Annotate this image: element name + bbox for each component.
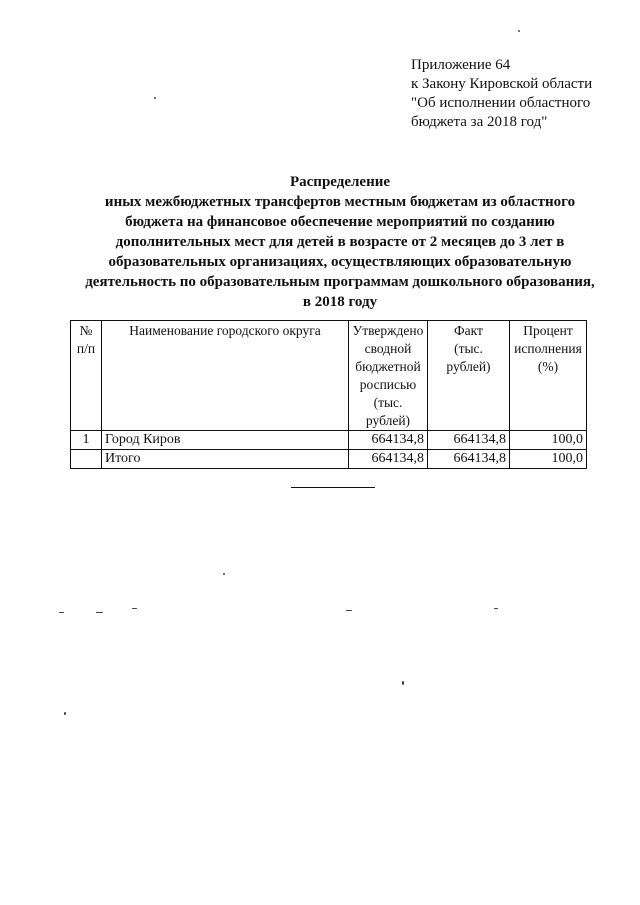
cell-name: Город Киров (102, 431, 349, 450)
header-text: исполнения (514, 341, 582, 356)
cell-fact: 664134,8 (428, 431, 510, 450)
table-header-row (71, 321, 587, 431)
header-text: (тыс. рублей) (365, 395, 411, 428)
table-row (71, 431, 587, 450)
scan-speck (132, 608, 137, 609)
scan-speck (96, 612, 103, 613)
header-approved (349, 321, 428, 431)
appendix-line: к Закону Кировской области (411, 76, 593, 92)
cell-percent: 100,0 (510, 450, 587, 469)
title-line: иных межбюджетных трансфертов местным бюджетам из областного (104, 194, 576, 210)
header-text: Утверждено (352, 323, 424, 338)
header-text: Наименование городского округа (129, 323, 321, 338)
header-text: сводной (364, 341, 412, 356)
header-text: Процент (523, 323, 573, 338)
title-line: дополнительных мест для детей в возрасте от 2 месяцев до 3 лет в (115, 234, 565, 250)
header-fact (428, 321, 510, 431)
title-line: образовательных организациях, осуществляющих образовательную (108, 254, 572, 270)
appendix-line: бюджета за 2018 год" (411, 114, 548, 130)
appendix-line: Приложение 64 (411, 57, 511, 73)
scan-speck (346, 610, 352, 611)
title-line: бюджета на финансовое обеспечение мероприятий по созданию (125, 214, 555, 230)
appendix-block (411, 56, 631, 132)
cell-fact: 664134,8 (428, 450, 510, 469)
cell-num (71, 450, 102, 469)
scan-speck (64, 712, 66, 715)
scan-speck (494, 608, 498, 609)
cell-approved: 664134,8 (349, 431, 428, 450)
header-num (71, 321, 102, 431)
header-percent (510, 321, 587, 431)
table-row-total (71, 450, 587, 469)
header-text: п/п (76, 341, 96, 356)
scan-speck (154, 97, 156, 99)
appendix-line: "Об исполнении областного (411, 95, 591, 111)
scan-speck (223, 573, 225, 575)
header-name (102, 321, 349, 431)
header-text: бюджетной (355, 359, 421, 374)
cell-num: 1 (71, 431, 102, 450)
scan-speck (59, 612, 64, 613)
closing-divider (291, 487, 375, 488)
cell-percent: 100,0 (510, 431, 587, 450)
title-heading: Распределение (289, 174, 391, 190)
header-text: № (79, 323, 93, 338)
cell-name: Итого (102, 450, 349, 469)
scan-speck (402, 681, 404, 685)
cell-approved: 664134,8 (349, 450, 428, 469)
header-text: Факт (454, 323, 483, 338)
title-line: деятельность по образовательным программам дошкольного образования, (85, 274, 595, 290)
transfers-table (70, 320, 587, 469)
document-title (60, 172, 620, 312)
header-text: росписью (359, 377, 417, 392)
scan-speck (518, 30, 520, 32)
header-text: (%) (537, 359, 559, 374)
header-text: (тыс. рублей) (446, 341, 491, 374)
title-line: в 2018 году (302, 294, 378, 310)
